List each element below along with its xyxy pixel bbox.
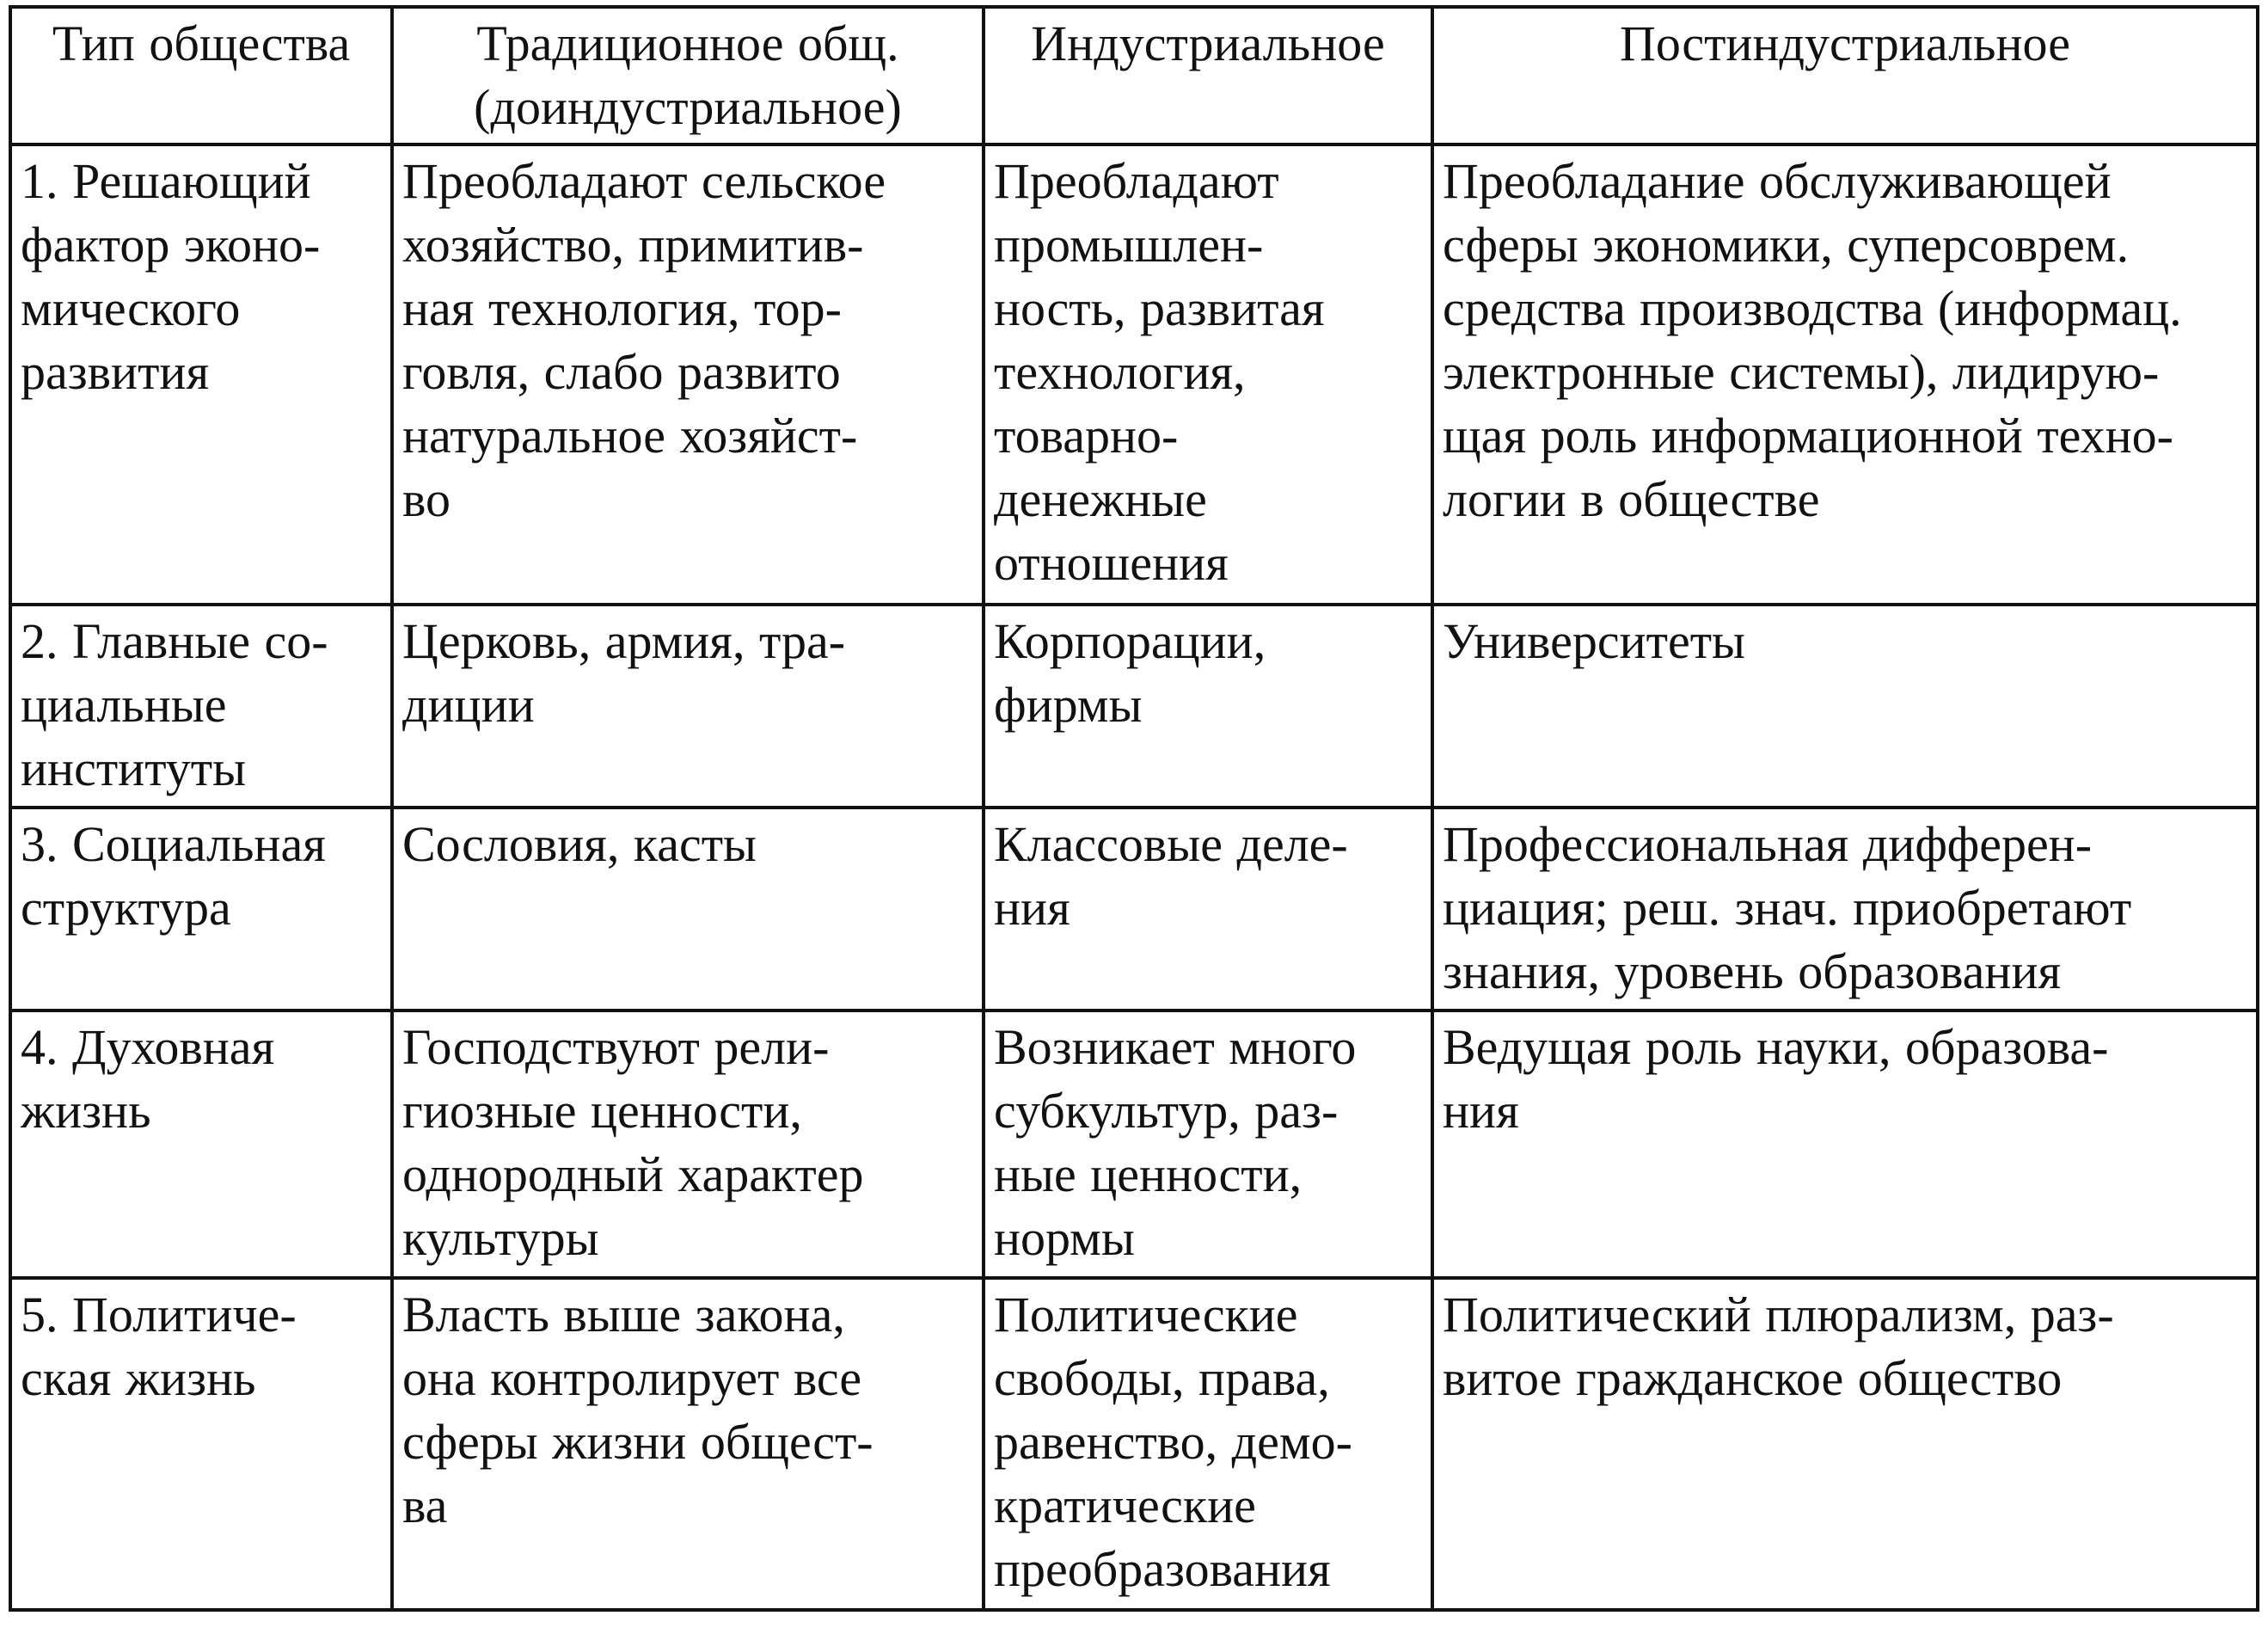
postindustrial-cell: Университеты bbox=[1432, 605, 2258, 808]
table-row bbox=[10, 1278, 2258, 1610]
industrial-cell: Корпорации, фирмы bbox=[984, 605, 1432, 808]
table-header-row bbox=[10, 7, 2258, 144]
traditional-cell: Церковь, армия, тра- диции bbox=[392, 605, 984, 808]
row-criterion-cell: 1. Решающий фактор эконо- мического развития bbox=[10, 144, 392, 605]
row-criterion-cell: 4. Духовная жизнь bbox=[10, 1010, 392, 1278]
header-society-type: Тип общества bbox=[10, 7, 392, 144]
traditional-cell: Преобладают сельское хозяйство, примитив- ная технология, тор- говля, слабо развито натуральное хозяйст- во bbox=[392, 144, 984, 605]
postindustrial-cell: Политический плюрализм, раз- витое гражданское общество bbox=[1432, 1278, 2258, 1610]
table-row bbox=[10, 144, 2258, 605]
industrial-cell: Возникает много субкультур, раз- ные ценности, нормы bbox=[984, 1010, 1432, 1278]
header-postindustrial: Постиндустриальное bbox=[1432, 7, 2258, 144]
postindustrial-cell: Ведущая роль науки, образова- ния bbox=[1432, 1010, 2258, 1278]
postindustrial-cell: Преобладание обслуживающей сферы экономики, суперсоврем. средства производства (информац. электронные системы), лидирую- щая роль информационной техно- логии в обществе bbox=[1432, 144, 2258, 605]
table-row bbox=[10, 1010, 2258, 1278]
row-criterion-cell: 2. Главные со- циальные институты bbox=[10, 605, 392, 808]
industrial-cell: Классовые деле- ния bbox=[984, 808, 1432, 1010]
header-traditional: Традиционное общ. (доиндустриальное) bbox=[392, 7, 984, 144]
society-types-table bbox=[9, 5, 2259, 1612]
postindustrial-cell: Профессиональная дифферен- циация; реш. знач. приобретают знания, уровень образования bbox=[1432, 808, 2258, 1010]
table-row bbox=[10, 605, 2258, 808]
row-criterion-cell: 3. Социальная структура bbox=[10, 808, 392, 1010]
industrial-cell: Политические свободы, права, равенство, демо- кратические преобразования bbox=[984, 1278, 1432, 1610]
traditional-cell: Господствуют рели- гиозные ценности, однородный характер культуры bbox=[392, 1010, 984, 1278]
traditional-cell: Власть выше закона, она контролирует все сферы жизни общест- ва bbox=[392, 1278, 984, 1610]
industrial-cell: Преобладают промышлен- ность, развитая технология, товарно- денежные отношения bbox=[984, 144, 1432, 605]
row-criterion-cell: 5. Политиче- ская жизнь bbox=[10, 1278, 392, 1610]
document-page bbox=[9, 5, 2256, 1625]
traditional-cell: Сословия, касты bbox=[392, 808, 984, 1010]
table-row bbox=[10, 808, 2258, 1010]
header-industrial: Индустриальное bbox=[984, 7, 1432, 144]
